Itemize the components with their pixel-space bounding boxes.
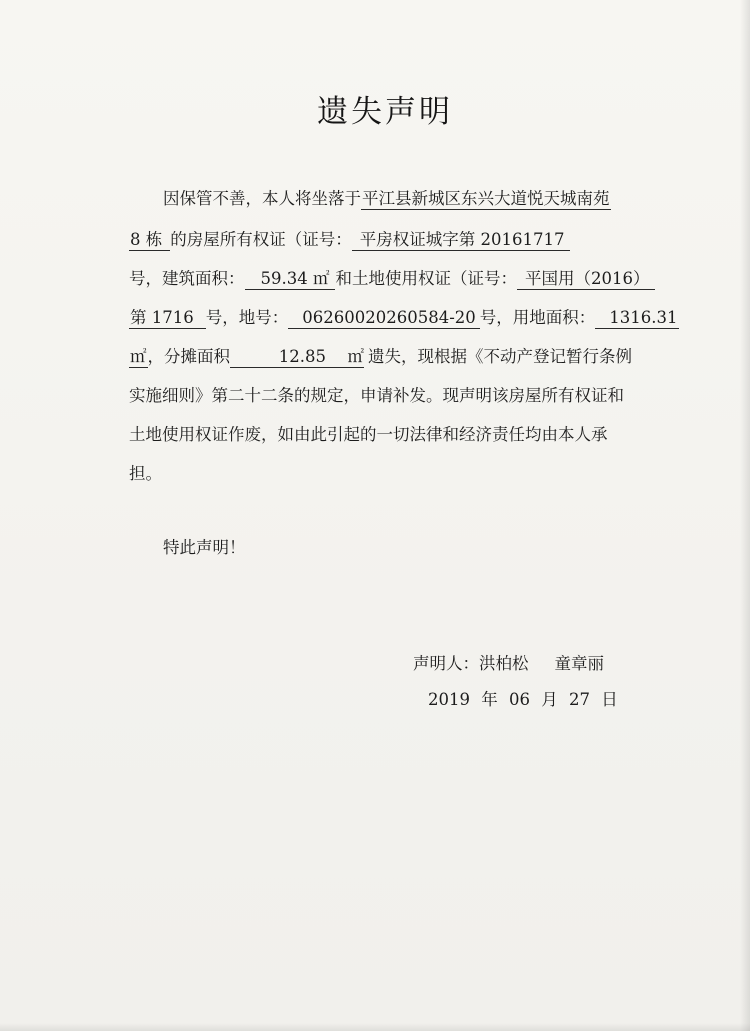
body-line-1	[163, 187, 611, 211]
shared-area-value: 12.85	[278, 347, 326, 366]
body-line-8	[129, 462, 162, 486]
signer-name-2: 童章丽	[554, 654, 604, 673]
land-cert-number-underlined: 平国用（2016）	[517, 269, 656, 290]
use-area-label: 号，用地面积：	[479, 308, 596, 327]
page-edge-shadow-right	[740, 0, 750, 1031]
date-day: 27	[569, 690, 590, 709]
body-line-6	[129, 384, 624, 408]
shared-area-underlined	[230, 347, 330, 368]
building-area-label: 号，建筑面积：	[129, 269, 245, 288]
use-area-underlined: 1316.31	[595, 308, 678, 329]
lot-number-underlined: 06260020260584-20	[288, 308, 480, 329]
body-text-7: 土地使用权证作废，如由此引起的一切法律和经济责任均由本人承	[129, 425, 608, 444]
body-line-4	[129, 306, 679, 330]
body-line-2	[129, 228, 570, 252]
house-cert-number-underlined: 平房权证城字第 20161717	[352, 230, 571, 251]
signer-name-1: 洪柏松	[479, 654, 529, 673]
shared-area-unit-underlined	[330, 347, 364, 368]
building-area-underlined: 59.34 ㎡	[245, 269, 336, 290]
body-line-3	[129, 267, 655, 291]
body-text-8: 担。	[129, 464, 162, 483]
body-intro: 因保管不善，本人将坐落于	[163, 189, 361, 208]
loss-statement-text: 遗失，现根据《不动产登记暂行条例	[368, 347, 632, 366]
date-month: 06	[509, 690, 530, 709]
shared-area-label: ，分摊面积	[147, 347, 230, 366]
use-area-unit-underlined: ㎡	[130, 347, 147, 366]
date-month-char: 月	[541, 690, 558, 709]
date-year-char: 年	[481, 690, 498, 709]
document-title: 遗失声明	[317, 94, 453, 130]
signature-line	[413, 652, 604, 676]
closing-statement: 特此声明！	[163, 538, 246, 557]
property-address-underlined: 平江县新城区东兴大道悦天城南苑	[362, 189, 610, 208]
house-cert-label: 的房屋所有权证（证号：	[170, 230, 352, 249]
body-line-5	[129, 345, 632, 369]
page-edge-shadow-bottom	[0, 1023, 750, 1031]
building-number-underlined: 8 栋	[129, 230, 170, 251]
date-year: 2019	[428, 690, 470, 709]
date-day-char: 日	[601, 690, 618, 709]
date-line	[428, 688, 618, 712]
land-cert-number-cont-underlined: 第 1716	[129, 308, 206, 329]
body-text-6: 实施细则》第二十二条的规定，申请补发。现声明该房屋所有权证和	[129, 386, 624, 405]
signature-label: 声明人：	[413, 654, 479, 673]
land-cert-label: 和土地使用权证（证号：	[335, 269, 517, 288]
lot-number-label: 号，地号：	[205, 308, 289, 327]
body-line-7	[129, 423, 608, 447]
shared-area-unit: ㎡	[347, 347, 364, 366]
